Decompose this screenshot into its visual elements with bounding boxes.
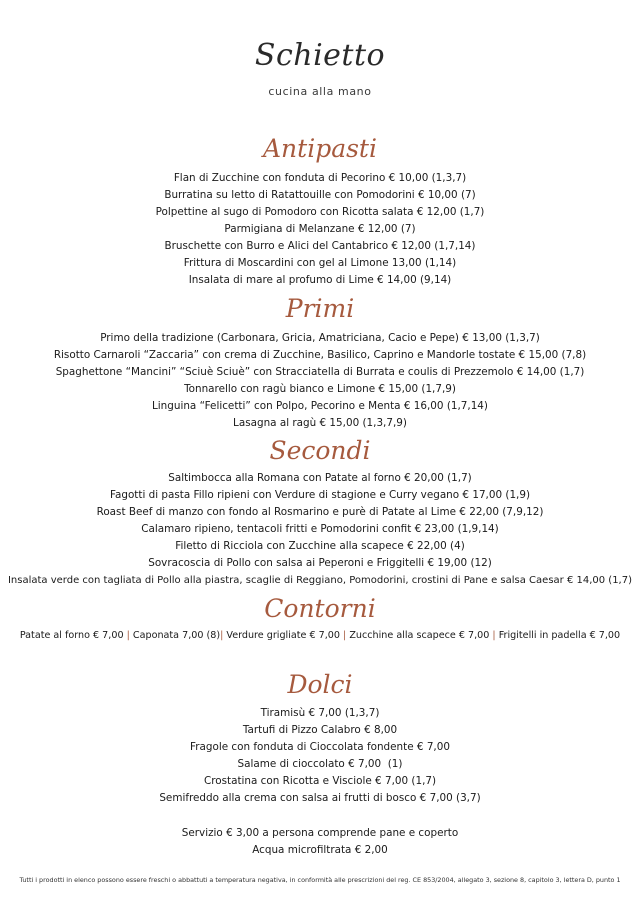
menu-item: Linguina “Felicetti” con Polpo, Pecorino e Menta € 16,00 (1,7,14)	[152, 400, 488, 412]
menu-item: Frigitelli in padella € 7,00	[498, 630, 621, 641]
separator: |	[220, 630, 224, 641]
menu-item: Spaghettone “Mancini” “Sciuè Sciuè” con Stracciatella di Burrata e coulis di Prezzemolo € 14,00 (1,7)	[55, 366, 585, 378]
contorni-row	[0, 627, 640, 644]
menu-item: Fragole con fonduta di Cioccolata fondente € 7,00	[190, 741, 450, 753]
menu-item: Saltimbocca alla Romana con Patate al forno € 20,00 (1,7)	[168, 472, 472, 484]
section-title-secondi: Secondi	[269, 436, 371, 465]
separator: |	[492, 630, 496, 641]
menu-item: Bruschette con Burro e Alici del Cantabrico € 12,00 (1,7,14)	[164, 240, 476, 252]
menu-item: Sovracoscia di Pollo con salsa ai Peperoni e Friggitelli € 19,00 (12)	[148, 557, 492, 569]
menu-item: Frittura di Moscardini con gel al Limone 13,00 (1,14)	[183, 257, 457, 269]
menu-item: Patate al forno € 7,00	[19, 630, 124, 641]
separator: |	[343, 630, 347, 641]
menu-item: Parmigiana di Melanzane € 12,00 (7)	[224, 223, 416, 235]
menu-item: Primo della tradizione (Carbonara, Gricia, Amatriciana, Cacio e Pepe) € 13,00 (1,3,7)	[100, 332, 540, 344]
restaurant-logo: Schietto	[254, 38, 386, 73]
menu-item: Roast Beef di manzo con fondo al Rosmarino e purè di Patate al Lime € 22,00 (7,9,12)	[96, 506, 544, 518]
menu-item: Flan di Zucchine con fonduta di Pecorino € 10,00 (1,3,7)	[173, 172, 467, 184]
menu-item: Insalata di mare al profumo di Lime € 14,00 (9,14)	[188, 274, 452, 286]
separator: |	[126, 630, 130, 641]
section-title-contorni: Contorni	[264, 594, 376, 623]
menu-item: Lasagna al ragù € 15,00 (1,3,7,9)	[233, 417, 407, 429]
menu-item: Insalata verde con tagliata di Pollo alla piastra, scaglie di Reggiano, Pomodorini, crostini di Pane e salsa Caesar € 14,00 (1,7)	[7, 575, 633, 586]
section-title-dolci: Dolci	[287, 670, 353, 699]
menu-item: Crostatina con Ricotta e Visciole € 7,00 (1,7)	[203, 775, 437, 787]
service-charge: Servizio € 3,00 a persona comprende pane e coperto	[181, 827, 459, 839]
menu-item: Filetto di Ricciola con Zucchine alla scapece € 22,00 (4)	[175, 540, 465, 552]
menu-item: Semifreddo alla crema con salsa ai frutti di bosco € 7,00 (3,7)	[159, 792, 481, 804]
menu-item: Fagotti di pasta Fillo ripieni con Verdure di stagione e Curry vegano € 17,00 (1,9)	[109, 489, 531, 501]
menu-item: Caponata 7,00 (8)	[132, 630, 221, 641]
menu-item: Tartufi di Pizzo Calabro € 8,00	[242, 724, 398, 736]
menu-item: Tonnarello con ragù bianco e Limone € 15,00 (1,7,9)	[184, 383, 456, 395]
menu-item: Verdure grigliate € 7,00	[226, 630, 340, 641]
water-price: Acqua microfiltrata € 2,00	[252, 844, 388, 856]
legal-footnote: Tutti i prodotti in elenco possono essere freschi o abbattuti a temperatura negativa, in conformità alle prescrizioni del reg. CE 853/2004, allegato 3, sezione 8, capitolo 3, lettera D, punto 1	[19, 876, 621, 884]
menu-item: Zucchine alla scapece € 7,00	[349, 630, 490, 641]
section-title-primi: Primi	[285, 294, 355, 323]
menu-item: Risotto Carnaroli “Zaccaria” con crema di Zucchine, Basilico, Caprino e Mandorle tostate € 15,00 (7,8)	[53, 349, 587, 361]
menu-item: Burratina su letto di Ratattouille con Pomodorini € 10,00 (7)	[164, 189, 476, 201]
menu-item: Polpettine al sugo di Pomodoro con Ricotta salata € 12,00 (1,7)	[155, 206, 485, 218]
section-title-antipasti: Antipasti	[263, 134, 377, 163]
menu-item: Tiramisù € 7,00 (1,3,7)	[260, 707, 380, 719]
menu-item: Salame di cioccolato € 7,00 (1)	[237, 758, 403, 770]
menu-item: Calamaro ripieno, tentacoli fritti e Pomodorini confit € 23,00 (1,9,14)	[141, 523, 499, 535]
restaurant-tagline: cucina alla mano	[268, 85, 372, 98]
